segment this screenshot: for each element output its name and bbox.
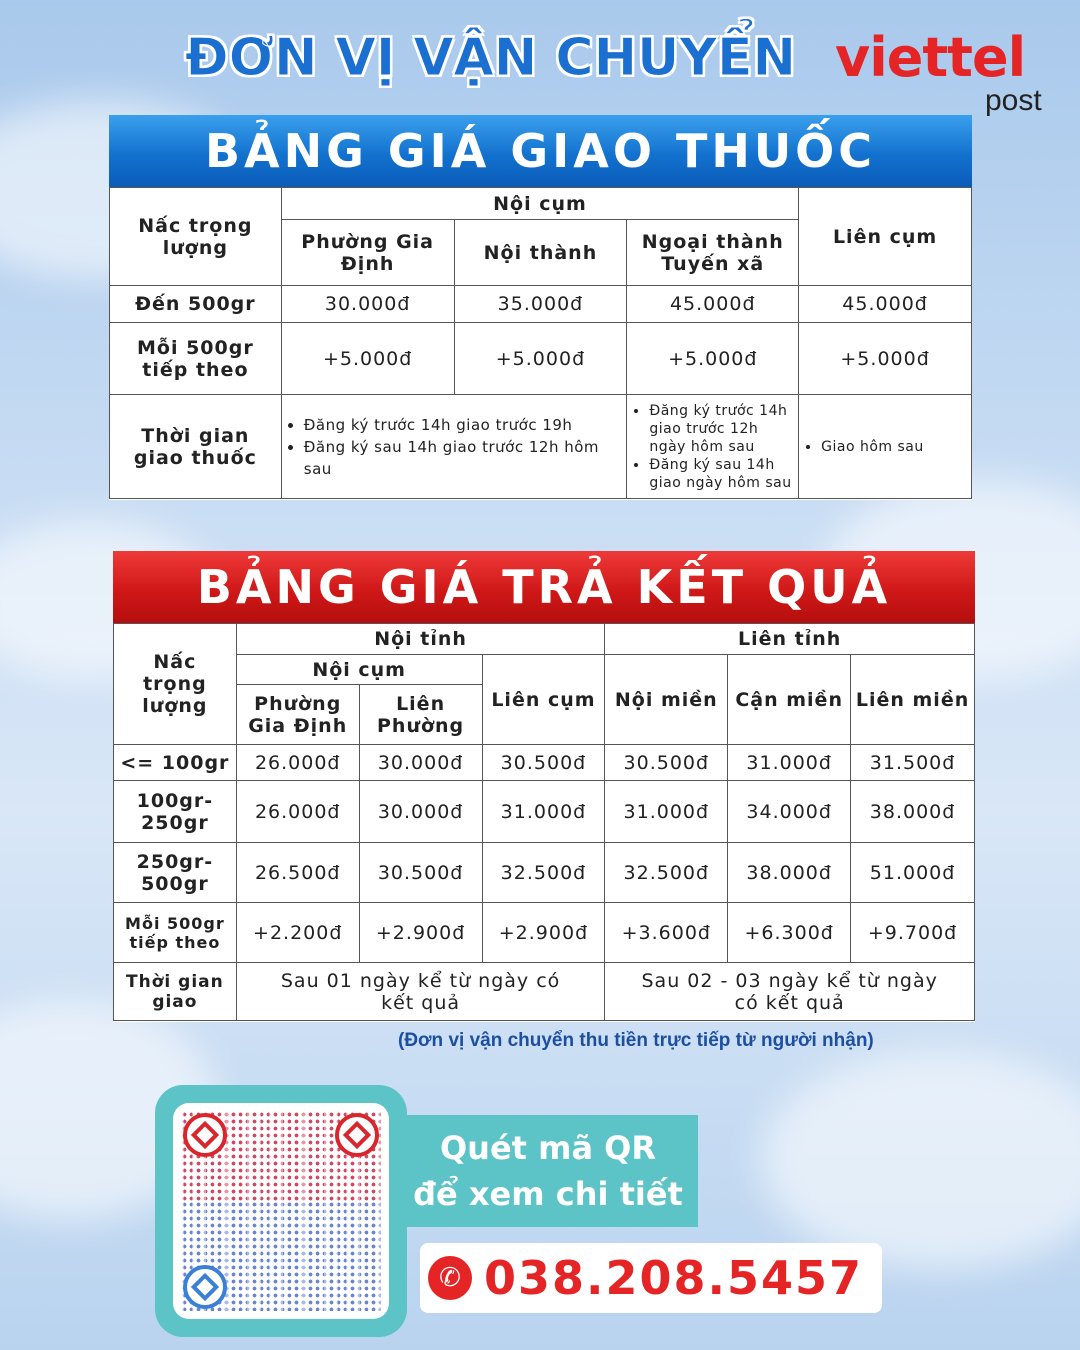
group-header-noi-cum: Nội cụm [281, 188, 798, 220]
delivery-time-cell: Sau 01 ngày kể từ ngày có kết quả [236, 963, 605, 1021]
price-cell: +5.000đ [281, 323, 454, 395]
price-cell: 35.000đ [454, 286, 627, 323]
price-cell: +5.000đ [454, 323, 627, 395]
price-cell: 26.000đ [236, 745, 359, 781]
price-cell: 26.500đ [236, 843, 359, 903]
row-label: Mỗi 500gr tiếp theo [110, 323, 282, 395]
delivery-time-item: • Đăng ký sau 14h giao trước 12h hôm sau [304, 436, 623, 480]
col-header-noi-thanh: Nội thành [454, 220, 627, 286]
cloud-decoration [760, 1050, 1080, 1270]
price-cell: 38.000đ [728, 843, 851, 903]
row-label: Mỗi 500gr tiếp theo [114, 903, 237, 963]
price-cell: 30.500đ [482, 745, 605, 781]
price-cell: 45.000đ [799, 286, 972, 323]
table-row [110, 395, 972, 499]
price-cell: 30.000đ [359, 745, 482, 781]
price-cell: +2.900đ [359, 903, 482, 963]
price-cell: +5.000đ [627, 323, 799, 395]
table-row [114, 745, 975, 781]
col-header-noi-mien: Nội miền [605, 655, 728, 745]
table-row [110, 323, 972, 395]
delivery-time-item: • Đăng ký trước 14h giao trước 19h [304, 414, 623, 436]
price-cell: 31.000đ [605, 781, 728, 843]
qr-instruction-line: để xem chi tiết [413, 1175, 683, 1213]
qr-code-frame[interactable] [155, 1085, 407, 1337]
table2-banner: BẢNG GIÁ TRẢ KẾT QUẢ [113, 551, 975, 623]
price-cell: +2.900đ [482, 903, 605, 963]
price-cell: 32.500đ [482, 843, 605, 903]
delivery-time-item: • Giao hôm sau [821, 438, 967, 456]
delivery-time-item: • Đăng ký trước 14h giao trước 12h ngày hôm sau [649, 402, 794, 456]
table1-banner: BẢNG GIÁ GIAO THUỐC [109, 115, 972, 187]
weight-header: Nấc trọng lượng [114, 624, 237, 745]
table-row [110, 286, 972, 323]
price-cell: +3.600đ [605, 903, 728, 963]
col-header-phuong-gia-dinh: Phường Gia Định [236, 685, 359, 745]
row-label: 250gr-500gr [114, 843, 237, 903]
result-delivery-price-table [113, 551, 975, 1022]
price-cell: 31.500đ [851, 745, 975, 781]
brand-logo: viettel [835, 26, 1026, 89]
col-header-ngoai-thanh: Ngoại thành Tuyến xã [627, 220, 799, 286]
delivery-time-cell [281, 395, 627, 499]
delivery-time-item: • Đăng ký sau 14h giao ngày hôm sau [649, 456, 794, 492]
row-label: Thời gian giao [114, 963, 237, 1021]
price-cell: +9.700đ [851, 903, 975, 963]
table-row [114, 781, 975, 843]
brand-logo-sub: post [985, 84, 1042, 117]
header [185, 20, 1065, 115]
table-row [114, 903, 975, 963]
qr-instruction-line: Quét mã QR [439, 1129, 657, 1167]
phone-icon: ✆ [428, 1256, 472, 1300]
col-header-can-mien: Cận miền [728, 655, 851, 745]
price-cell: 38.000đ [851, 781, 975, 843]
col-header-lien-cum: Liên cụm [799, 188, 972, 286]
price-cell: 31.000đ [728, 745, 851, 781]
page-title: ĐƠN VỊ VẬN CHUYỂN [185, 28, 797, 88]
table-row [114, 963, 975, 1021]
qr-finder-icon [183, 1113, 227, 1157]
col-header-lien-cum: Liên cụm [482, 655, 605, 745]
price-cell: 26.000đ [236, 781, 359, 843]
table1-grid [109, 187, 972, 499]
price-cell: 51.000đ [851, 843, 975, 903]
hotline-box[interactable] [420, 1243, 882, 1313]
price-cell: 30.500đ [359, 843, 482, 903]
qr-instruction [398, 1115, 698, 1227]
price-cell: +5.000đ [799, 323, 972, 395]
row-label: <= 100gr [114, 745, 237, 781]
col-header-lien-mien: Liên miền [851, 655, 975, 745]
group-header-noi-cum: Nội cụm [236, 655, 482, 685]
price-cell: +2.200đ [236, 903, 359, 963]
col-header-phuong-gia-dinh: Phường Gia Định [281, 220, 454, 286]
price-cell: +6.300đ [728, 903, 851, 963]
price-cell: 34.000đ [728, 781, 851, 843]
price-cell: 32.500đ [605, 843, 728, 903]
qr-code-icon[interactable] [173, 1103, 389, 1319]
medicine-delivery-price-table [109, 115, 972, 500]
row-label: Đến 500gr [110, 286, 282, 323]
row-label: Thời gian giao thuốc [110, 395, 282, 499]
table2-grid [113, 623, 975, 1021]
row-label: 100gr-250gr [114, 781, 237, 843]
qr-finder-icon [335, 1113, 379, 1157]
weight-header: Nấc trọng lượng [110, 188, 282, 286]
price-cell: 45.000đ [627, 286, 799, 323]
price-cell: 30.000đ [281, 286, 454, 323]
table-row [114, 843, 975, 903]
price-cell: 30.500đ [605, 745, 728, 781]
price-cell: 31.000đ [482, 781, 605, 843]
price-cell: 30.000đ [359, 781, 482, 843]
col-header-lien-phuong: Liên Phường [359, 685, 482, 745]
delivery-time-cell [627, 395, 799, 499]
payment-note: (Đơn vị vận chuyển thu tiền trực tiếp từ người nhận) [398, 1030, 874, 1051]
hotline-number[interactable]: 038.208.5457 [484, 1251, 864, 1305]
qr-finder-icon [183, 1265, 227, 1309]
delivery-time-cell [799, 395, 972, 499]
group-header-noi-tinh: Nội tỉnh [236, 624, 605, 655]
delivery-time-cell: Sau 02 - 03 ngày kể từ ngày có kết quả [605, 963, 975, 1021]
group-header-lien-tinh: Liên tỉnh [605, 624, 975, 655]
